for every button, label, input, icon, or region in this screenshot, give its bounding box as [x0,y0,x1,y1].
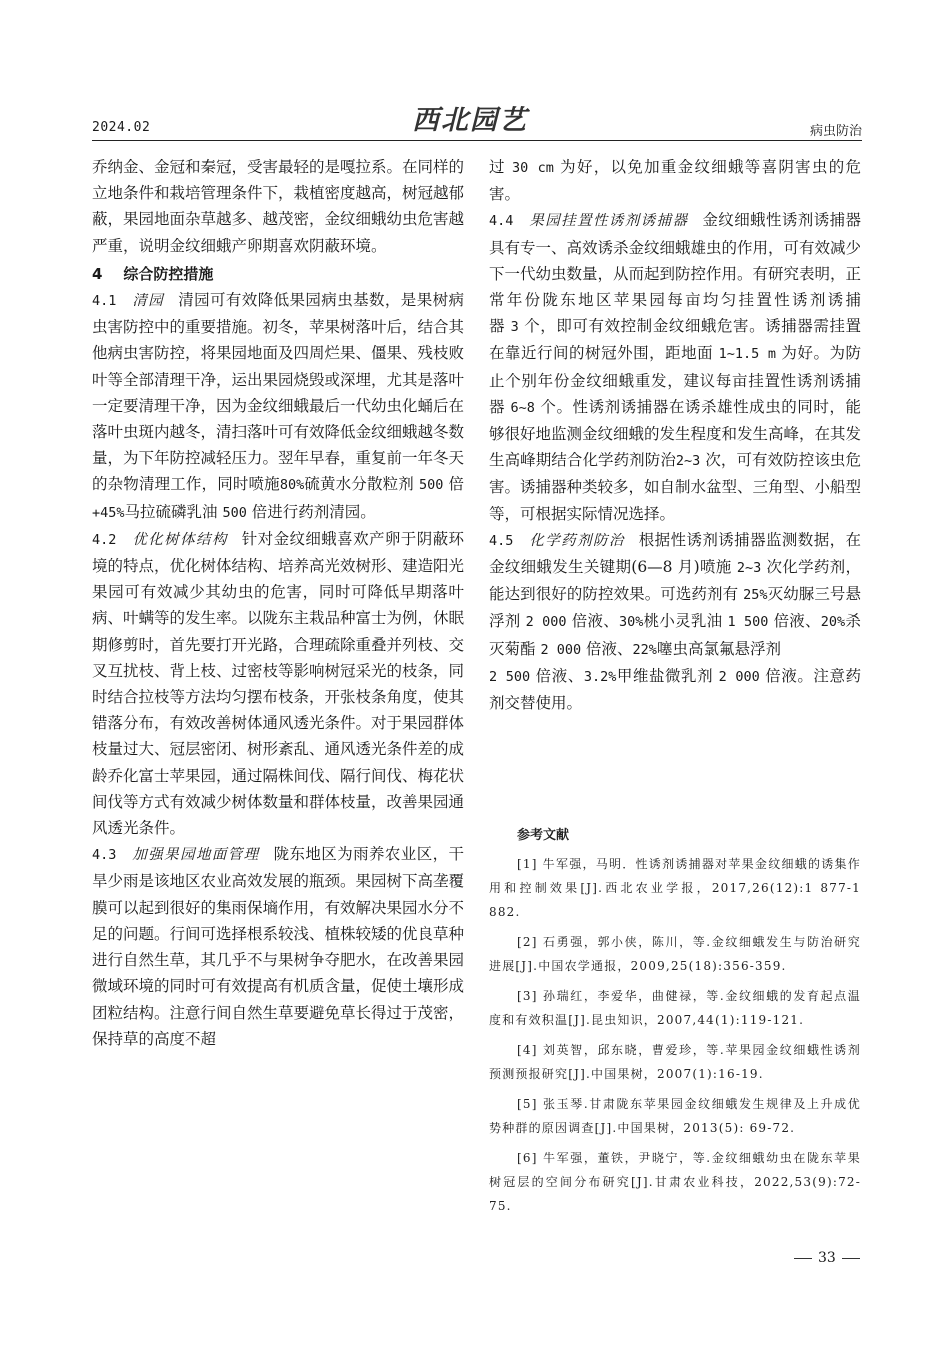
section-4-5-text-a: 根据性诱剂诱捕器监测数据，在金纹细蛾发生关键期(6—8 月)喷施 [489,530,861,577]
section-4-3-title: 加强果园地面管理 [132,847,260,864]
section-4-heading [92,261,464,287]
section-4-1-title: 清园 [132,293,165,310]
reference-item: [2] 石勇强，郭小侠，陈川，等.金纹细蛾发生与防治研究进展[J].中国农学通报，2009,25(18):356-359. [489,935,861,973]
count-value: 2~3 [675,453,701,470]
continued-paragraph [489,154,861,207]
intro-paragraph: 乔纳金、金冠和秦冠，受害最轻的是嘎拉系。在同样的立地条件和栽培管理条件下，栽植密度越高，树冠越郁蔽，果园地面杂草越多、越茂密，金纹细蛾幼虫危害越严重，说明金纹细蛾产卵期喜欢阴蔽环境。 [92,158,465,255]
reference-item: [5] 张玉琴.甘肃陇东苹果园金纹细蛾发生规律及上升成优势种群的原因调查[J].中国果树，2013(5): 69-72. [489,1097,861,1135]
section-4-1 [92,287,464,526]
page-number-dash-right [842,1258,860,1259]
journal-title-logo: 西北园艺 [412,105,528,136]
dose-value: 500 [222,504,247,521]
section-4-5-text-k: 甲维盐微乳剂 [616,666,714,685]
section-4-title: 综合防控措施 [123,264,214,283]
reference-item: [4] 刘英智，邱东晓，曹爱珍，等.苹果园金纹细蛾性诱剂预测预报研究[J].中国果树，2007(1):16-19. [489,1043,861,1081]
section-4-2 [92,526,464,841]
dose-value: 500 [418,477,444,494]
section-4-1-text-d: 马拉硫磷乳油 [124,502,218,521]
section-4-1-text-c: 倍 [448,475,464,494]
page-number-value: 33 [818,1250,836,1266]
reference-item: [6] 牛军强，董铁，尹晓宁，等.金纹细蛾幼虫在陇东苹果树冠层的空间分布研究[J].甘肃农业科技，2022,53(9):72-75. [489,1151,861,1213]
height-value: 30 cm [512,160,554,176]
page-number [788,1250,866,1266]
section-4-3-text: 陇东地区为雨养农业区，干旱少雨是该地区农业高效发展的瓶颈。果园树下高垄覆膜可以起到很好的集雨保墒作用，有效解决果园水分不足的问题。行间可选择根系较浅、植株较矮的优良草种进行自然生草，其几乎不与果树争夺肥水，在改善果园微域环境的同时可有效提高有机质含量，促使土壤形成团粒结构。注意行间自然生草要避免草长得过于茂密，保持草的高度不超 [92,845,465,1048]
dose-value: 3.2% [583,668,617,685]
section-4-4-text-b: 个，即可有效控制金纹细蛾危害。诱捕器需挂置在靠近行间的树冠外围，距地面 [489,317,861,363]
section-4-5-title: 化学药剂防治 [529,532,625,549]
dose-value: 25% [743,587,768,604]
section-4-1-text-e: 倍进行药剂清园。 [251,502,376,521]
section-4-5-text-b: 次化学药剂，能达到很好的防控效果。可选药剂有 [489,558,861,604]
section-4-5-text-e: 桃小灵乳油 [643,612,723,631]
references-title: 参考文献 [517,828,570,843]
dose-value: 22% [632,641,657,658]
section-4-4-text-c: 为好。为防止个别年份金纹细蛾重发，建议每亩挂置性诱剂诱捕器 [489,344,861,416]
cont-text-b: 为好，以免加重金纹细蛾等喜阴害虫的危害。 [489,158,861,204]
section-4-5-text-g: 杀灭菊酯 [489,612,861,658]
section-4-5-text-c: 灭幼脲三号悬浮剂 [489,585,861,631]
distance-value: 1~1.5 m [718,346,776,363]
page-header [92,98,862,141]
section-4-4-number: 4.4 [489,213,514,230]
section-4-1-text-a: 清园可有效降低果园病虫基数，是果树病虫害防控中的重要措施。初冬，苹果树落叶后，结合其他病虫害防控，将果园地面及四周烂果、僵果、残枝败叶等全部清理干净，运出果园烧毁或深埋，尤其是落叶一定要清理干净，因为金纹细蛾最后一代幼虫化蛹后在落叶虫斑内越冬，清扫落叶可有效降低金纹细蛾越冬数量，为下年防控减轻压力。翌年早春，重复前一年冬天的杂物清理工作，同时喷施 [92,291,465,494]
section-4-number: 4 [92,264,103,283]
section-4-2-text: 针对金纹细蛾喜欢产卵于阴蔽环境的特点，优化树体结构、培养高光效树形、建造阳光果园可有效减少其幼虫的危害，同时可降低早期落叶病、叶螨等的发生率。以陇东主栽品种富士为例，休眠期修剪时，首先要打开光路，合理疏除重叠并列枝、交叉互扰枝、背上枝、过密枝等影响树冠采光的枝条，同时结合拉枝等方法均匀摆布枝条，开张枝条角度，使其错落分布，有效改善树体通风透光条件。对于果园群体枝量过大、冠层密闭、树形紊乱、通风透光条件差的成龄乔化富士苹果园，通过隔株间伐、隔行间伐、梅花状间伐等方式有效减少树体数量和群体枝量，改善果园通风透光条件。 [92,529,465,838]
section-4-1-number: 4.1 [92,293,117,310]
section-4-3-number: 4.3 [92,847,117,864]
reference-item: [3] 孙瑞红，李爱华，曲健禄，等.金纹细蛾的发育起点温度和有效积温[J].昆虫知识，2007,44(1):119-121. [489,989,861,1027]
right-column [489,154,861,716]
section-4-5-text-f: 倍液、 [773,612,821,631]
section-4-4-text-d: 个。性诱剂诱捕器在诱杀雄性成虫的同时，能够很好地监测金纹细蛾的发生程度和发生高峰，在其发生高峰期结合化学药剂防治 [489,397,862,470]
count-value: 6~8 [510,399,535,416]
section-4-5-text-h: 倍液、 [586,639,633,658]
reference-item: [1] 牛军强，马明．性诱剂诱捕器对苹果金纹细蛾的诱集作用和控制效果[J].西北农业学报，2017,26(12):1 877-1 882. [489,857,861,919]
cont-text-a: 过 [489,158,506,176]
section-4-4 [489,207,861,526]
section-4-4-text-e: 次，可有效防控该虫危害。诱捕器种类较多，如自制水盆型、三角型、小船型等，可根据实际情况选择。 [489,451,862,523]
section-4-5 [489,527,861,716]
dilution-value: 2 000 [718,668,760,685]
dilution-value: 1 500 [727,614,769,631]
section-name: 病虫防治 [809,124,862,139]
section-4-2-number: 4.2 [92,531,117,548]
section-4-4-text-a: 金纹细蛾性诱剂诱捕器具有专一、高效诱杀金纹细蛾雄虫的作用，可有效减少下一代幼虫数量，从而起到防控作用。有研究表明，正常年份陇东地区苹果园每亩均匀挂置性诱剂诱捕器 [489,211,862,336]
left-column [92,154,464,1052]
dose-value: 80% [279,477,305,494]
section-4-5-text-l: 倍液。注意药剂交替使用。 [489,666,861,713]
dilution-value: 2 000 [525,614,567,631]
section-4-5-text-i: 噻虫高氯氟悬浮剂 [656,639,781,658]
section-4-3 [92,841,464,1052]
dilution-value: 2 000 [540,641,582,658]
section-4-2-title: 优化树体结构 [132,531,228,548]
count-value: 2~3 [736,560,762,577]
dilution-value: 2 500 [489,668,531,685]
page-number-dash-left [794,1258,812,1259]
references-section [489,824,861,1224]
count-value: 3 [510,319,519,336]
issue-date: 2024.02 [92,120,151,135]
section-4-4-title: 果园挂置性诱剂诱捕器 [529,213,689,230]
section-4-5-text-j: 倍液、 [535,666,584,685]
dose-value: 30% [618,614,644,631]
dose-value: 20% [820,614,846,631]
section-4-1-text-b: 硫黄水分散粒剂 [304,475,414,494]
section-4-5-text-d: 倍液、 [571,612,619,631]
section-4-5-number: 4.5 [489,532,514,549]
dose-value: +45% [92,504,125,521]
